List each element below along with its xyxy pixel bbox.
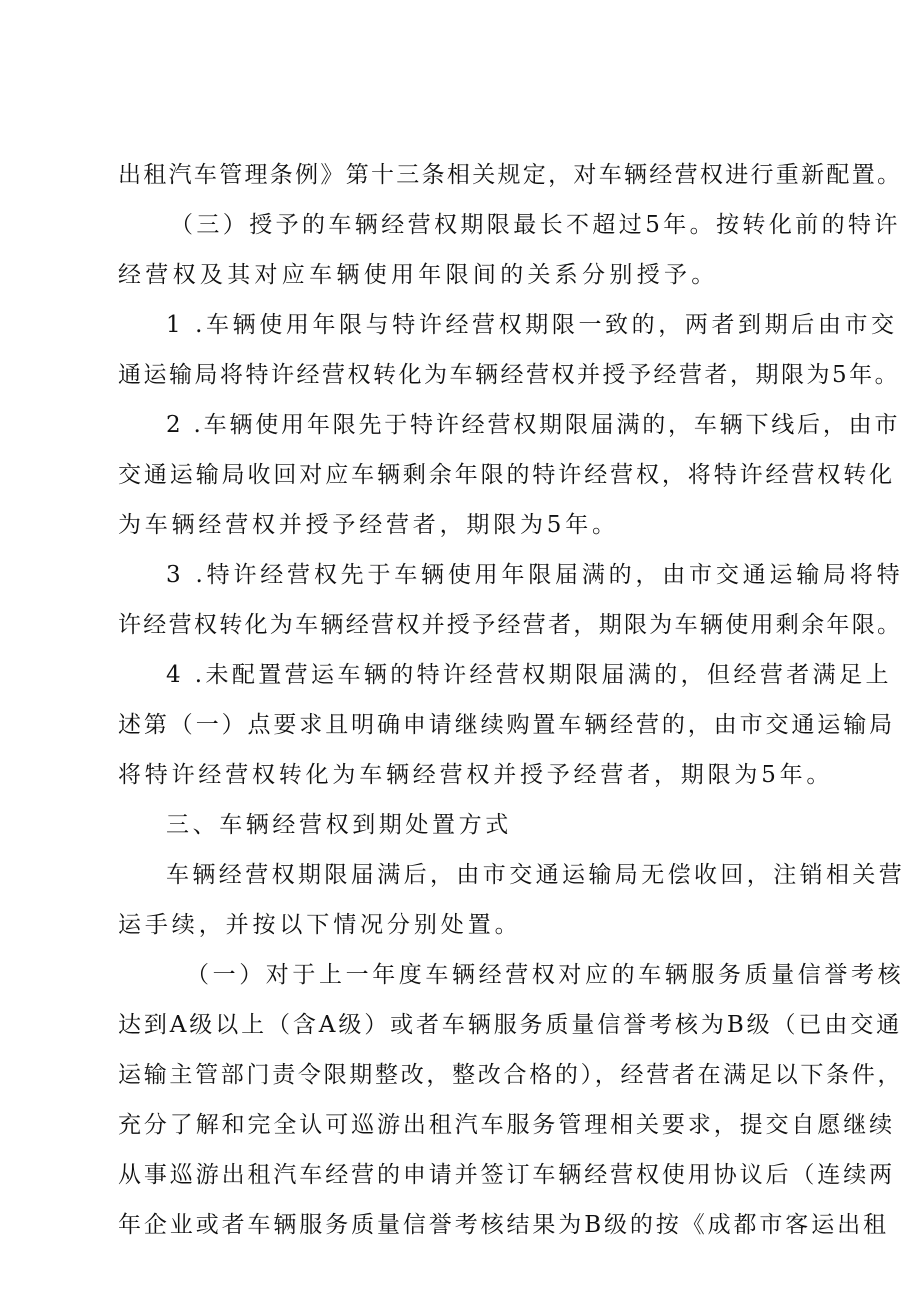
text-line-16: 运手续，并按以下情况分别处置。 [118,912,522,938]
text-line-7: 交通运输局收回对应车辆剩余年限的特许经营权，将特许经营权转化 [118,462,895,488]
text-line-22: 年企业或者车辆服务质量信誉考核结果为B级的按《成都市客运出租 [118,1212,889,1238]
text-line-6: 2 .车辆使用年限先于特许经营权期限届满的，车辆下线后，由市 [166,412,901,438]
text-line-20: 充分了解和完全认可巡游出租汽车服务管理相关要求，提交自愿继续 [118,1112,895,1138]
text-line-11: 4 .未配置营运车辆的特许经营权期限届满的，但经营者满足上 [166,662,892,688]
text-line-3: 经营权及其对应车辆使用年限间的关系分别授予。 [118,262,719,288]
text-line-21: 从事巡游出租汽车经营的申请并签订车辆经营权使用协议后（连续两 [118,1162,895,1188]
text-line-9: 3 .特许经营权先于车辆使用年限届满的，由市交通运输局将特 [166,562,904,588]
text-line-8: 为车辆经营权并授予经营者，期限为5年。 [118,512,619,538]
text-line-18: 达到A级以上（含A级）或者车辆服务质量信誉考核为B级（已由交通 [118,1012,903,1038]
text-line-1: 出租汽车管理条例》第十三条相关规定，对车辆经营权进行重新配置。 [118,162,903,188]
text-line-10: 许经营权转化为车辆经营权并授予经营者，期限为车辆使用剩余年限。 [118,612,903,638]
text-line-17: （一）对于上一年度车辆经营权对应的车辆服务质量信誉考核 [186,962,905,988]
text-line-12: 述第（一）点要求且明确申请继续购置车辆经营的，由市交通运输局 [118,712,895,738]
text-line-13: 将特许经营权转化为车辆经营权并授予经营者，期限为5年。 [118,762,834,788]
text-line-19: 运输主管部门责令限期整改，整改合格的），经营者在满足以下条件， [118,1062,904,1088]
text-line-15: 车辆经营权期限届满后，由市交通运输局无偿收回，注销相关营 [166,862,906,888]
text-line-5: 通运输局将特许经营权转化为车辆经营权并授予经营者，期限为5年。 [118,362,901,388]
text-line-2: （三）授予的车辆经营权期限最长不超过5年。按转化前的特许 [170,212,901,238]
section-heading: 三、车辆经营权到期处置方式 [166,812,512,838]
text-line-4: 1 .车辆使用年限与特许经营权期限一致的，两者到期后由市交 [166,312,898,338]
